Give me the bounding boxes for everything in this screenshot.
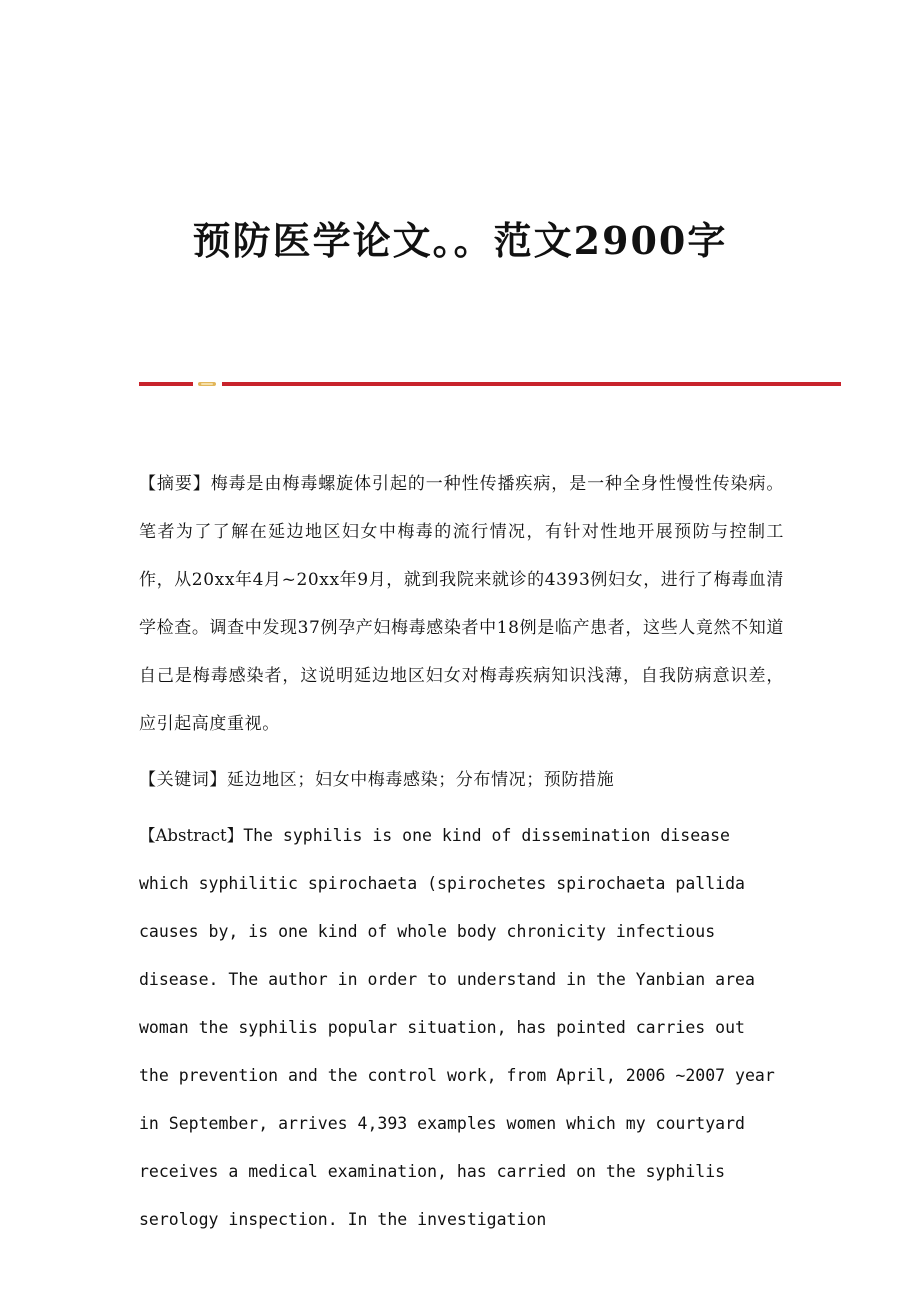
document-body (139, 460, 784, 1244)
keywords-zh (139, 756, 784, 804)
abstract-zh (139, 460, 784, 748)
divider-bar-left (139, 382, 193, 386)
divider-ornament-icon (197, 380, 217, 388)
abstract-zh-label: 【摘要】 (139, 474, 211, 494)
keywords-zh-label: 【关键词】 (139, 770, 227, 790)
abstract-en-label: 【Abstract】 (139, 826, 244, 845)
abstract-en-text: The syphilis is one kind of dissemination disease which syphilitic spirochaeta (spirochetes spirochaeta pallida causes by, is one kind of whole body chronicity infectious disease. The author in order to understand in the Yanbian area woman the syphilis popular situation, has pointed carries out the prevention and the control work, from April, 2006 ~2007 year in September, arrives 4,393 examples women which my courtyard receives a medical examination, has carried on the syphilis serology inspection. In the investigation (139, 826, 775, 1229)
divider-bar-right (222, 382, 841, 386)
keywords-zh-text: 延边地区；妇女中梅毒感染；分布情况；预防措施 (227, 770, 615, 790)
document-title: 预防医学论文。。范文2900字 (192, 218, 728, 263)
abstract-zh-text: 梅毒是由梅毒螺旋体引起的一种性传播疾病，是一种全身性慢性传染病。笔者为了了解在延边地区妇女中梅毒的流行情况，有针对性地开展预防与控制工作，从20xx年4月~20xx年9月，就到我院来就诊的4393例妇女，进行了梅毒血清学检查。调查中发现37例孕产妇梅毒感染者中18例是临产患者，这些人竟然不知道自己是梅毒感染者，这说明延边地区妇女对梅毒疾病知识浅薄，自我防病意识差，应引起高度重视。 (139, 474, 784, 734)
title-divider (139, 378, 841, 390)
abstract-en (139, 812, 784, 1244)
